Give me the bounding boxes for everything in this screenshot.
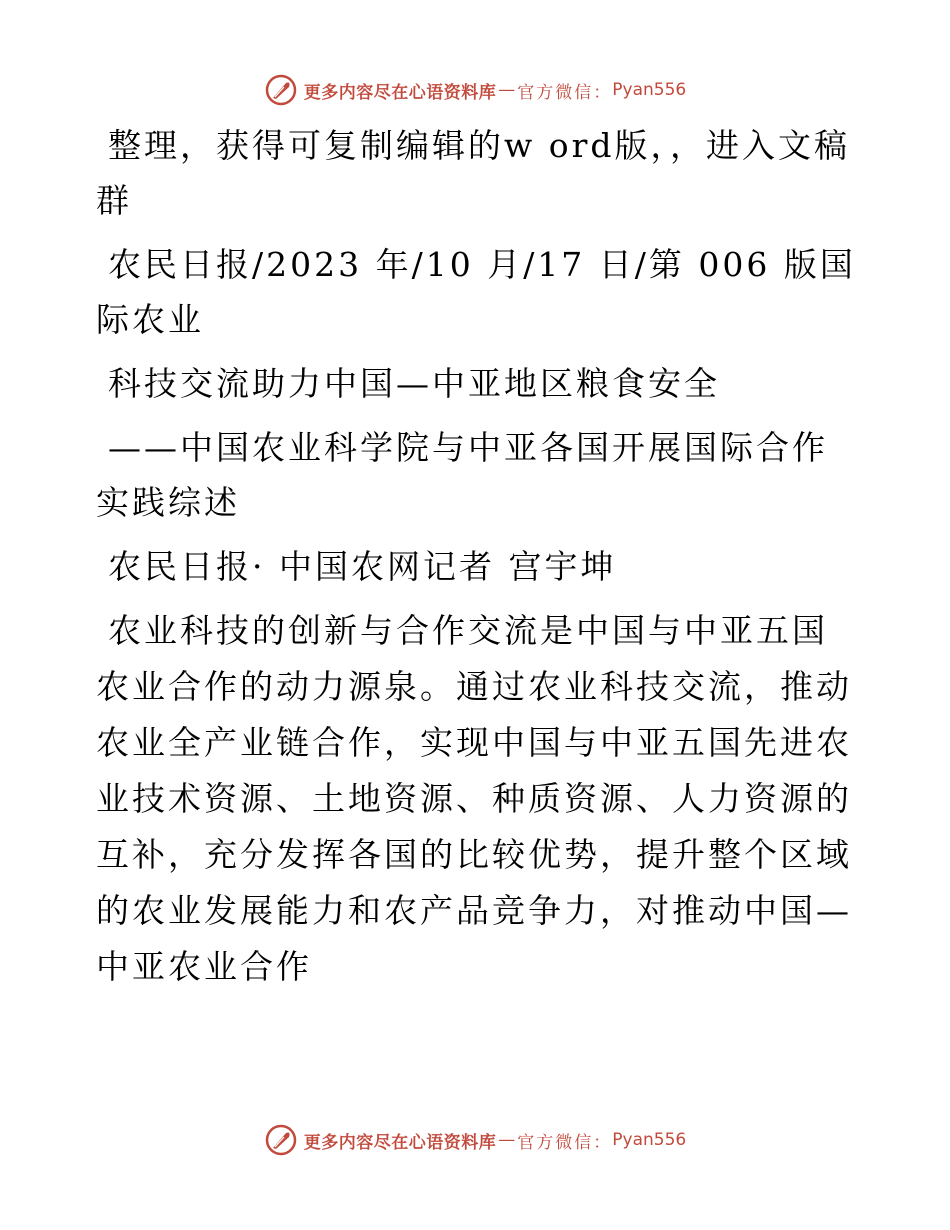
body-paragraph: 农业科技的创新与合作交流是中国与中亚五国农业合作的动力源泉。通过农业科技交流，推动农业全产业链合作，实现中国与中亚五国先进农业技术资源、土地资源、种质资源、人力资源的互补，充分发挥各国的比较优势，提升整个区域的农业发展能力和农产品竞争力，对推动中国—中亚农业合作 xyxy=(96,611,852,986)
source-line: 农民日报/2023 年/10 月/17 日/第 006 版国际农业 xyxy=(96,245,856,339)
watermark-wechat-id: Pyan556 xyxy=(612,80,687,100)
watermark-wechat-id: Pyan556 xyxy=(612,1130,687,1150)
intro-note: 整理，获得可复制编辑的w ord版，，进入文稿群 xyxy=(96,126,851,220)
headline: 科技交流助力中国—中亚地区粮食安全 xyxy=(108,364,720,403)
feather-pen-logo-icon xyxy=(264,73,298,107)
watermark-wechat-label: 官方微信： xyxy=(517,1132,613,1153)
document-body xyxy=(96,118,856,1004)
watermark-banner-top xyxy=(0,70,950,110)
subheadline: ——中国农业科学院与中亚各国开展国际合作实践综述 xyxy=(96,428,828,522)
watermark-wechat-label: 官方微信： xyxy=(517,82,613,103)
watermark-brand: 更多内容尽在心语资料库 xyxy=(303,1132,497,1153)
watermark-banner-bottom xyxy=(0,1120,950,1160)
watermark-separator: — xyxy=(498,1130,516,1150)
byline: 农民日报· 中国农网记者 宫宇坤 xyxy=(108,547,617,586)
feather-pen-logo-icon xyxy=(264,1123,298,1157)
watermark-brand: 更多内容尽在心语资料库 xyxy=(303,82,497,103)
watermark-separator: — xyxy=(498,80,516,100)
